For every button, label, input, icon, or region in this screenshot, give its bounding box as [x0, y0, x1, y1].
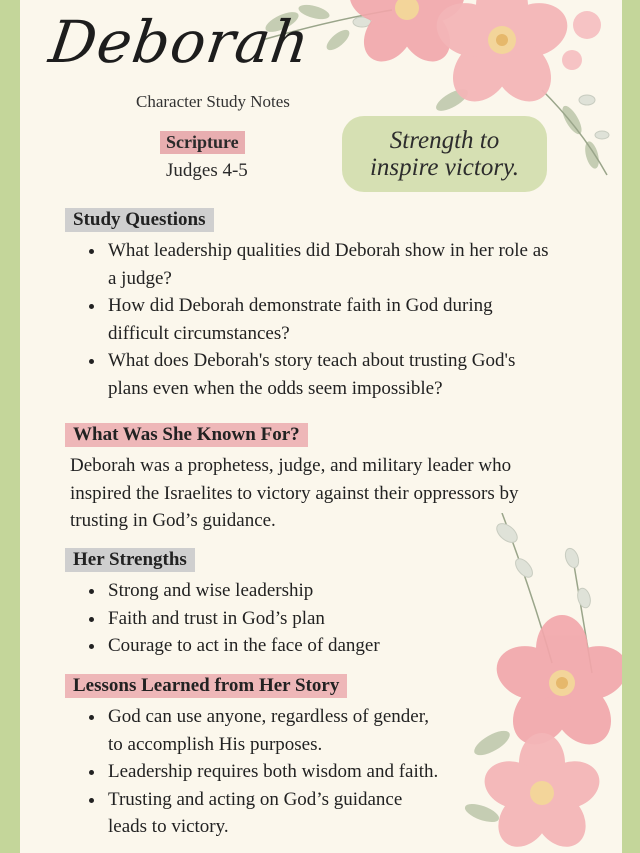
- list-item: • How did Deborah demonstrate faith in God during difficult circumstances?: [106, 292, 549, 347]
- study-questions-heading: Study Questions: [65, 208, 214, 232]
- list-item: • Courage to act in the face of danger: [106, 632, 380, 660]
- quote-bubble: [342, 116, 547, 192]
- flower-cluster-bottom-icon: [462, 513, 622, 853]
- subtitle: Character Study Notes: [136, 92, 290, 111]
- known-for-heading: What Was She Known For?: [65, 423, 308, 447]
- study-card: [20, 0, 622, 853]
- list-item: • Faith and trust in God’s plan: [106, 605, 380, 633]
- list-item: • What does Deborah's story teach about trusting God's plans even when the odds seem impossible?: [106, 347, 549, 402]
- list-item: • Leadership requires both wisdom and faith.: [106, 758, 438, 786]
- scripture-label: Scripture: [160, 131, 245, 154]
- page-title: Deborah: [45, 8, 315, 76]
- list-item: • What leadership qualities did Deborah show in her role as a judge?: [106, 237, 549, 292]
- list-item: • God can use anyone, regardless of gender, to accomplish His purposes.: [106, 703, 438, 758]
- known-for-paragraph: Deborah was a prophetess, judge, and military leader who inspired the Israelites to victory against their oppressors by trusting in God’s guidance.: [70, 455, 519, 531]
- quote-line-1: Strength to: [389, 127, 500, 154]
- list-item: • Strong and wise leadership: [106, 577, 380, 605]
- lessons-heading: Lessons Learned from Her Story: [65, 674, 347, 698]
- lessons-list: [80, 703, 438, 841]
- strengths-list: [80, 577, 380, 660]
- list-item: • Trusting and acting on God’s guidance leads to victory.: [106, 786, 438, 841]
- study-questions-list: [80, 237, 549, 402]
- strengths-heading: Her Strengths: [65, 548, 195, 572]
- quote-line-2: inspire victory.: [369, 154, 520, 181]
- scripture-reference: Judges 4-5: [166, 160, 248, 181]
